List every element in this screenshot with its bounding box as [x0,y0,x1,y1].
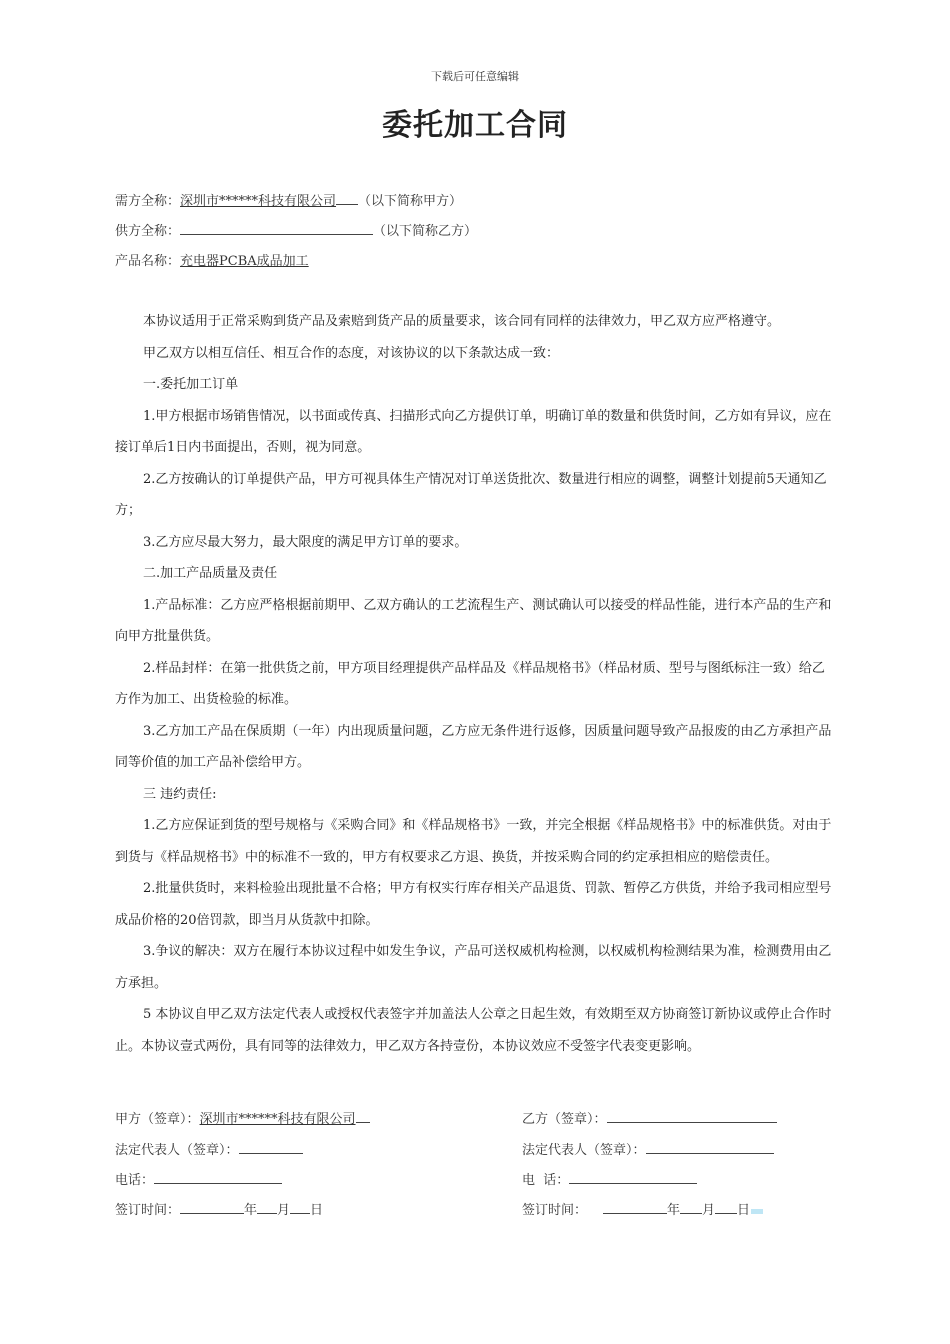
buyer-name-blank [336,191,358,205]
paragraph: 3.乙方应尽最大努力，最大限度的满足甲方订单的要求。 [143,534,468,550]
party-a-date-line [115,1199,323,1218]
buyer-name: 深圳市******科技有限公司 [180,194,337,209]
party-a-seal-label: 甲方（签章）： [115,1112,200,1127]
party-b-rep-label: 法定代表人（签章）： [522,1143,646,1158]
party-b-month-blank [680,1200,702,1214]
party-a-month-blank [257,1200,277,1214]
party-a-rep-label: 法定代表人（签章）： [115,1143,239,1158]
party-b-date-label: 签订时间： [522,1203,588,1218]
party-a-company-blank [356,1109,370,1123]
party-a-date-label: 签订时间： [115,1203,181,1218]
paragraph: 2.样品封样：在第一批供货之前，甲方项目经理提供产品样品及《样品规格书》（样品材质、型号与图纸标注一致）给乙方作为加工、出货检验的标准。 [115,660,825,707]
party-a-year: 年 [244,1203,258,1218]
party-b-year-blank [603,1200,667,1214]
party-a-phone-line [115,1169,282,1188]
section-heading: 二.加工产品质量及责任 [143,566,278,581]
supplier-suffix: （以下简称乙方） [373,224,478,239]
party-a-rep-blank [239,1140,303,1154]
party-b-seal-label: 乙方（签章）： [522,1112,607,1127]
buyer-line [115,190,462,209]
product-label: 产品名称： [115,254,181,269]
section-heading: 三 违约责任: [143,786,217,802]
party-b-year: 年 [667,1203,681,1218]
highlight-mark [751,1209,763,1214]
buyer-label: 需方全称： [115,194,181,209]
party-b-rep-line [522,1139,774,1158]
product-line [115,250,309,269]
paragraph: 2.批量供货时，来料检验出现批量不合格；甲方有权实行库存相关产品退货、罚款、暂停乙方供货，并给予我司相应型号成品价格的20倍罚款，即当月从货款中扣除。 [115,881,832,928]
party-a-seal-line [115,1108,370,1127]
party-a-day-blank [290,1200,310,1214]
contract-body [115,306,835,1062]
paragraph: 甲乙双方以相互信任、相互合作的态度，对该协议的以下条款达成一致： [143,345,560,361]
supplier-line [115,220,477,239]
party-a-company: 深圳市******科技有限公司 [199,1112,356,1127]
paragraph: 1.产品标准：乙方应严格根据前期甲、乙双方确认的工艺流程生产、测试确认可以接受的样品性能，进行本产品的生产和向甲方批量供货。 [115,597,832,644]
paragraph: 2.乙方按确认的订单提供产品，甲方可视具体生产情况对订单送货批次、数量进行相应的调整，调整计划提前5天通知乙方； [115,471,827,518]
party-a-rep-line [115,1139,303,1158]
party-b-seal-line [522,1108,777,1127]
party-a-month: 月 [277,1203,291,1218]
header-note: 下载后可任意编辑 [431,70,519,83]
party-b-day-blank [715,1200,737,1214]
party-b-rep-blank [646,1140,774,1154]
party-a-phone-label: 电话： [115,1173,155,1188]
paragraph: 5 本协议自甲乙双方法定代表人或授权代表签字并加盖法人公章之日起生效，有效期至双方协商签订新协议或停止合作时止。本协议壹式两份，具有同等的法律效力，甲乙双方各持壹份，本协议效应不受签字代表变更影响。 [115,1007,832,1054]
buyer-suffix: （以下简称甲方） [358,194,463,209]
section-heading: 一.委托加工订单 [143,377,239,392]
party-b-phone-label: 电 话： [522,1173,570,1188]
document-title: 委托加工合同 [382,108,568,143]
paragraph: 3.乙方加工产品在保质期（一年）内出现质量问题，乙方应无条件进行返修，因质量问题导致产品报废的由乙方承担产品同等价值的加工产品补偿给甲方。 [115,723,832,770]
party-a-year-blank [180,1200,244,1214]
party-a-day: 日 [310,1203,324,1218]
supplier-name-blank [180,221,373,235]
product-name: 充电器PCBA成品加工 [180,254,309,269]
paragraph: 1.乙方应保证到货的型号规格与《采购合同》和《样品规格书》一致，并完全根据《样品规格书》中的标准供货。对由于到货与《样品规格书》中的标准不一致的，甲方有权要求乙方退、换货，并按采购合同的约定承担相应的赔偿责任。 [115,818,832,865]
party-b-month: 月 [702,1203,716,1218]
paragraph: 1.甲方根据市场销售情况，以书面或传真、扫描形式向乙方提供订单，明确订单的数量和供货时间，乙方如有异议，应在接订单后1日内书面提出，否则，视为同意。 [115,408,832,455]
paragraph: 3.争议的解决：双方在履行本协议过程中如发生争议，产品可送权威机构检测，以权威机构检测结果为准，检测费用由乙方承担。 [115,944,832,991]
paragraph: 本协议适用于正常采购到货产品及索赔到货产品的质量要求，该合同有同样的法律效力，甲乙双方应严格遵守。 [143,314,781,329]
party-b-date-line [522,1199,763,1218]
supplier-label: 供方全称： [115,224,181,239]
party-b-day: 日 [737,1203,751,1218]
party-b-phone-blank [569,1170,697,1184]
party-b-seal-blank [607,1109,777,1123]
party-b-phone-line [522,1169,697,1188]
party-a-phone-blank [154,1170,282,1184]
